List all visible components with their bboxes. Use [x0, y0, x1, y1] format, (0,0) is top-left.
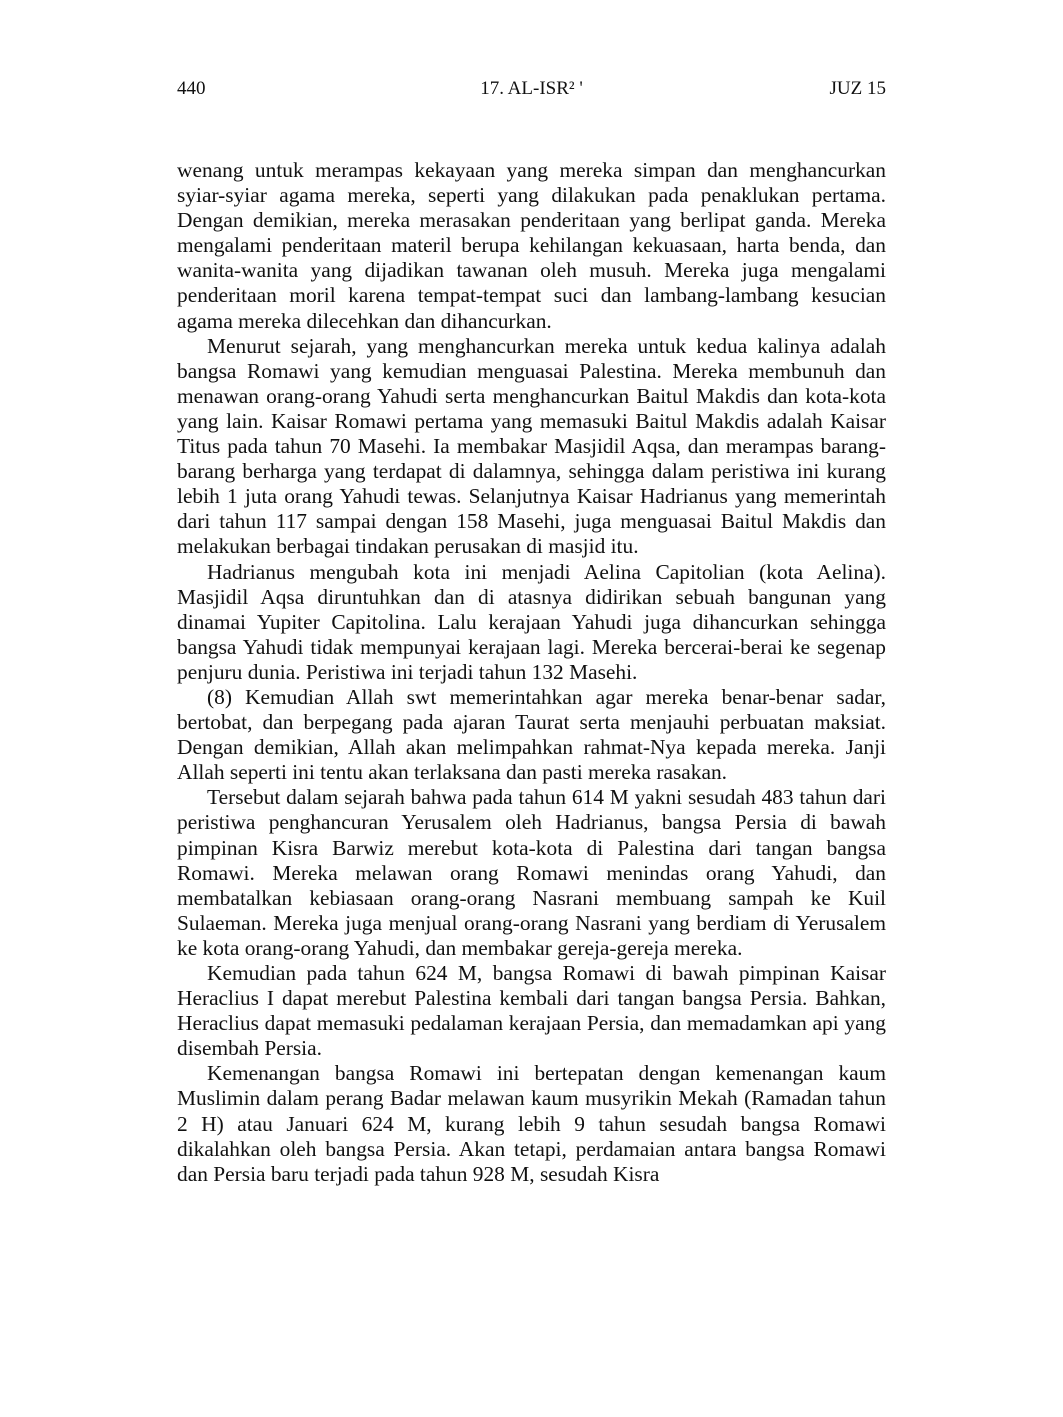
body-text	[177, 158, 886, 1187]
chapter-title: 17. AL-ISR² '	[480, 78, 583, 99]
paragraph: wenang untuk merampas kekayaan yang mereka simpan dan menghancurkan syiar-syiar agama mereka, seperti yang dilakukan pada penaklukan pertama. Dengan demikian, mereka merasakan penderitaan yang berlipat ganda. Mereka mengalami penderitaan materil berupa kehilangan kekuasaan, harta benda, dan wanita-wanita yang dijadikan tawanan oleh musuh. Mereka juga mengalami penderitaan moril karena tempat-tempat suci dan lambang-lambang kesucian agama mereka dilecehkan dan dihancurkan.	[177, 158, 886, 333]
page-header	[177, 76, 886, 102]
paragraph: Tersebut dalam sejarah bahwa pada tahun 614 M yakni sesudah 483 tahun dari peristiwa penghancuran Yerusalem oleh Hadrianus, bangsa Persia di bawah pimpinan Kisra Barwiz merebut kota-kota di Palestina dari tangan bangsa Romawi. Mereka melawan orang Romawi menindas orang Yahudi, dan membatalkan kebiasaan orang-orang Nasrani membuang sampah ke Kuil Sulaeman. Mereka juga menjual orang-orang Nasrani yang berdiam di Yerusalem ke kota orang-orang Yahudi, dan membakar gereja-gereja mereka.	[177, 785, 886, 960]
paragraph: Menurut sejarah, yang menghancurkan mereka untuk kedua kalinya adalah bangsa Romawi yang kemudian menguasai Palestina. Mereka membunuh dan menawan orang-orang Yahudi serta menghancurkan Baitul Makdis dan kota-kota yang lain. Kaisar Romawi pertama yang memasuki Baitul Makdis adalah Kaisar Titus pada tahun 70 Masehi. Ia membakar Masjidil Aqsa, dan merampas barang-barang berharga yang terdapat di dalamnya, sehingga dalam peristiwa ini kurang lebih 1 juta orang Yahudi tewas. Selanjutnya Kaisar Hadrianus yang memerintah dari tahun 117 sampai dengan 158 Masehi, juga menguasai Baitul Makdis dan melakukan berbagai tindakan perusakan di masjid itu.	[177, 333, 886, 559]
paragraph: Hadrianus mengubah kota ini menjadi Aelina Capitolian (kota Aelina). Masjidil Aqsa diruntuhkan dan di atasnya didirikan sebuah bangunan yang dinamai Yupiter Capitolina. Lalu kerajaan Yahudi juga dihancurkan sehingga bangsa Yahudi tidak mempunyai kerajaan lagi. Mereka bercerai-berai ke segenap penjuru dunia. Peristiwa ini terjadi tahun 132 Masehi.	[177, 559, 886, 684]
paragraph: Kemudian pada tahun 624 M, bangsa Romawi di bawah pimpinan Kaisar Heraclius I dapat merebut Palestina kembali dari tangan bangsa Persia. Bahkan, Heraclius dapat memasuki pedalaman kerajaan Persia, dan memadamkan api yang disembah Persia.	[177, 961, 886, 1061]
paragraph: Kemenangan bangsa Romawi ini bertepatan dengan kemenangan kaum Muslimin dalam perang Badar melawan kaum musyrikin Mekah (Ramadan tahun 2 H) atau Januari 624 M, kurang lebih 9 tahun sesudah bangsa Romawi dikalahkan oleh bangsa Persia. Akan tetapi, perdamaian antara bangsa Romawi dan Persia baru terjadi pada tahun 928 M, sesudah Kisra	[177, 1061, 886, 1186]
paragraph: (8) Kemudian Allah swt memerintahkan agar mereka benar-benar sadar, bertobat, dan berpegang pada ajaran Taurat serta menjauhi perbuatan maksiat. Dengan demikian, Allah akan melimpahkan rahmat-Nya kepada mereka. Janji Allah seperti ini tentu akan terlaksana dan pasti mereka rasakan.	[177, 684, 886, 785]
page-number: 440	[177, 78, 206, 99]
juz-label: JUZ 15	[829, 78, 886, 99]
